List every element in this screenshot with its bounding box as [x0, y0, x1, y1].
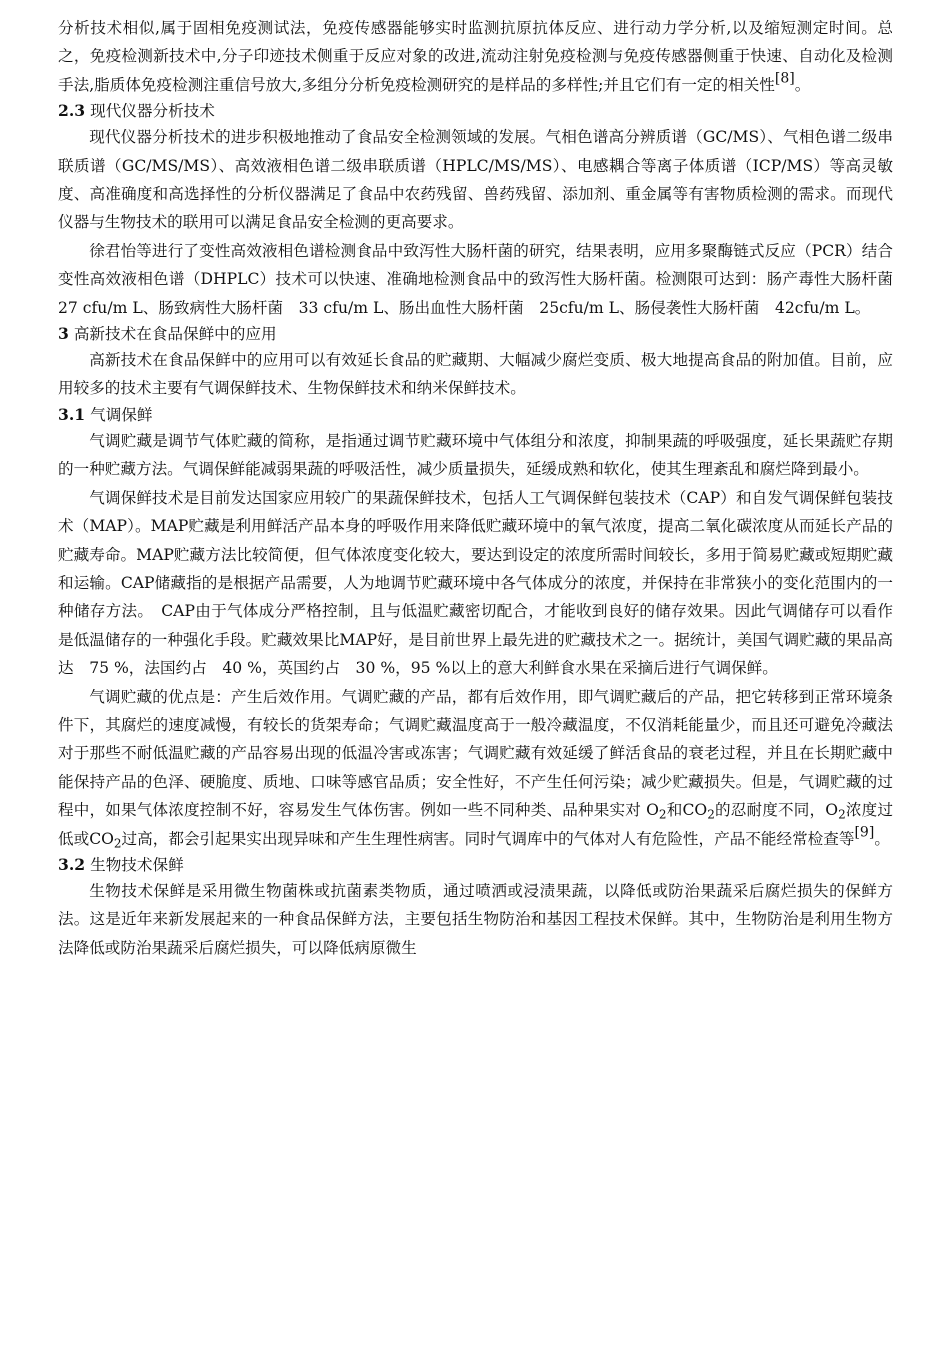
paragraph-2-3-a: 现代仪器分析技术的进步积极地推动了食品安全检测领域的发展。气相色谱高分辨质谱（GC/MS）、气相色谱二级串联质谱（GC/MS/MS）、高效液相色谱二级串联质谱（HPLC/MS/MS）、电感耦合等离子体质谱（ICP/MS）等高灵敏度、高准确度和高选择性的分析仪器满足了食品中农药残留、兽药残留、添加剂、重金属等有害物质检测的需求。而现代仪器与生物技术的联用可以满足食品安全检测的更高要求。: [58, 128, 893, 232]
text-run: 。: [874, 829, 890, 848]
section-title: 现代仪器分析技术: [90, 102, 215, 121]
section-title: 气调保鲜: [90, 405, 153, 424]
section-heading-2-3: [58, 99, 893, 123]
subscript: 2: [838, 807, 846, 822]
section-number: 3.2: [58, 854, 86, 874]
section-number: 3.1: [58, 404, 86, 424]
paragraph-2-3-b: 徐君怡等进行了变性高效液相色谱检测食品中致泻性大肠杆菌的研究，结果表明，应用多聚酶链式反应（PCR）结合变性高效液相色谱（DHPLC）技术可以快速、准确地检测食品中的致泻性大肠杆菌。检测限可达到：肠产毒性大肠杆菌 27 cfu/m L、肠致病性大肠杆菌 33 cfu/m L、肠出血性大肠杆菌 25cfu/m L、肠侵袭性大肠杆菌 42cfu/m L。: [58, 241, 909, 317]
paragraph-3-1-b: 气调保鲜技术是目前发达国家应用较广的果蔬保鲜技术，包括人工气调保鲜包装技术（CAP）和自发气调保鲜包装技术（MAP）。MAP贮藏是利用鲜活产品本身的呼吸作用来降低贮藏环境中的氧气浓度，提高二氧化碳浓度从而延长产品的贮藏寿命。MAP贮藏方法比较简便，但气体浓度变化较大，要达到设定的浓度所需时间较长，多用于简易贮藏或短期贮藏和运输。CAP储藏指的是根据产品需要，人为地调节贮藏环境中各气体成分的浓度，并保持在非常狭小的变化范围内的一种储存方法。 CAP由于气体成分严格控制，且与低温贮藏密切配合，才能收到良好的储存效果。因此气调储存可以看作是低温储存的一种强化手段。贮藏效果比MAP好，是目前世界上最先进的贮藏技术之一。据统计，美国气调贮藏的果品高达 75 %，法国约占 40 %，英国约占 30 %，95 %以上的意大利鲜食水果在采摘后进行气调保鲜。: [58, 488, 893, 678]
text-run: 和CO: [666, 801, 708, 820]
section-heading-3-1: [58, 403, 893, 427]
text-run: 的忍耐度不同，O: [714, 801, 839, 820]
section-number: 3: [58, 324, 69, 344]
intro-end: 。: [794, 75, 811, 94]
paragraph-intro: [58, 14, 893, 99]
text-run: 气调贮藏的优点是：产生后效作用。气调贮藏的产品，都有后效作用，即气调贮藏后的产品，把它转移到正常环境条件下，其腐烂的速度减慢，有较长的货架寿命；气调贮藏温度高于一般冷藏温度，不仅消耗能量少，而且还可避免冷藏法对于那些不耐低温贮藏的产品容易出现的低温冷害或冻害；气调贮藏有效延缓了鲜活食品的衰老过程，并且在长期贮藏中能保持产品的色泽、硬脆度、质地、口味等感官品质；安全性好，不产生任何污染；减少贮藏损失。但是，气调贮藏的过程中，如果气体浓度控制不好，容易发生气体伤害。例如一些不同种类、品种果实对 O: [58, 687, 893, 820]
section-title: 高新技术在食品保鲜中的应用: [73, 325, 277, 344]
paragraph-3-2: 生物技术保鲜是采用微生物菌株或抗菌素类物质，通过喷洒或浸渍果蔬，以降低或防治果蔬采后腐烂损失的保鲜方法。这是近年来新发展起来的一种食品保鲜方法，主要包括生物防治和基因工程技术保鲜。其中，生物防治是利用生物方法降低或防治果蔬采后腐烂损失，可以降低病原微生: [58, 881, 893, 957]
citation-9: [9]: [854, 823, 875, 840]
subscript: 2: [707, 807, 715, 822]
text-run: 过高，都会引起果实出现异味和产生生理性病害。同时气调库中的气体对人有危险性，产品不能经常检查等: [121, 829, 855, 848]
paragraph-3-1-a: 气调贮藏是调节气体贮藏的简称，是指通过调节贮藏环境中气体组分和浓度，抑制果蔬的呼吸强度，延长果蔬贮存期的一种贮藏方法。气调保鲜能减弱果蔬的呼吸活性，减少质量损失，延缓成熟和软化，使其生理紊乱和腐烂降到最小。: [58, 431, 893, 479]
document-page: [58, 14, 909, 962]
subscript: 2: [658, 807, 667, 822]
section-heading-3: [58, 322, 893, 346]
text-run: 浓度过低或CO: [58, 801, 893, 848]
intro-text: 分析技术相似,属于固相免疫测试法，免疫传感器能够实时监测抗原抗体反应、进行动力学分析,以及缩短测定时间。总之，免疫检测新技术中,分子印迹技术侧重于反应对象的改进,流动注射免疫检测与免疫传感器侧重于快速、自动化及检测手法,脂质体免疫检测注重信号放大,多组分分析免疫检测研究的是样品的多样性;并且它们有一定的相关性: [58, 19, 893, 94]
citation-8: [8]: [774, 70, 795, 87]
section-title: 生物技术保鲜: [90, 855, 184, 874]
section-heading-3-2: [58, 853, 893, 877]
subscript: 2: [113, 836, 122, 851]
paragraph-3: 高新技术在食品保鲜中的应用可以有效延长食品的贮藏期、大幅减少腐烂变质、极大地提高食品的附加值。目前，应用较多的技术主要有气调保鲜技术、生物保鲜技术和纳米保鲜技术。: [58, 351, 893, 398]
paragraph-3-1-c: [58, 683, 893, 853]
section-number: 2.3: [58, 101, 86, 121]
